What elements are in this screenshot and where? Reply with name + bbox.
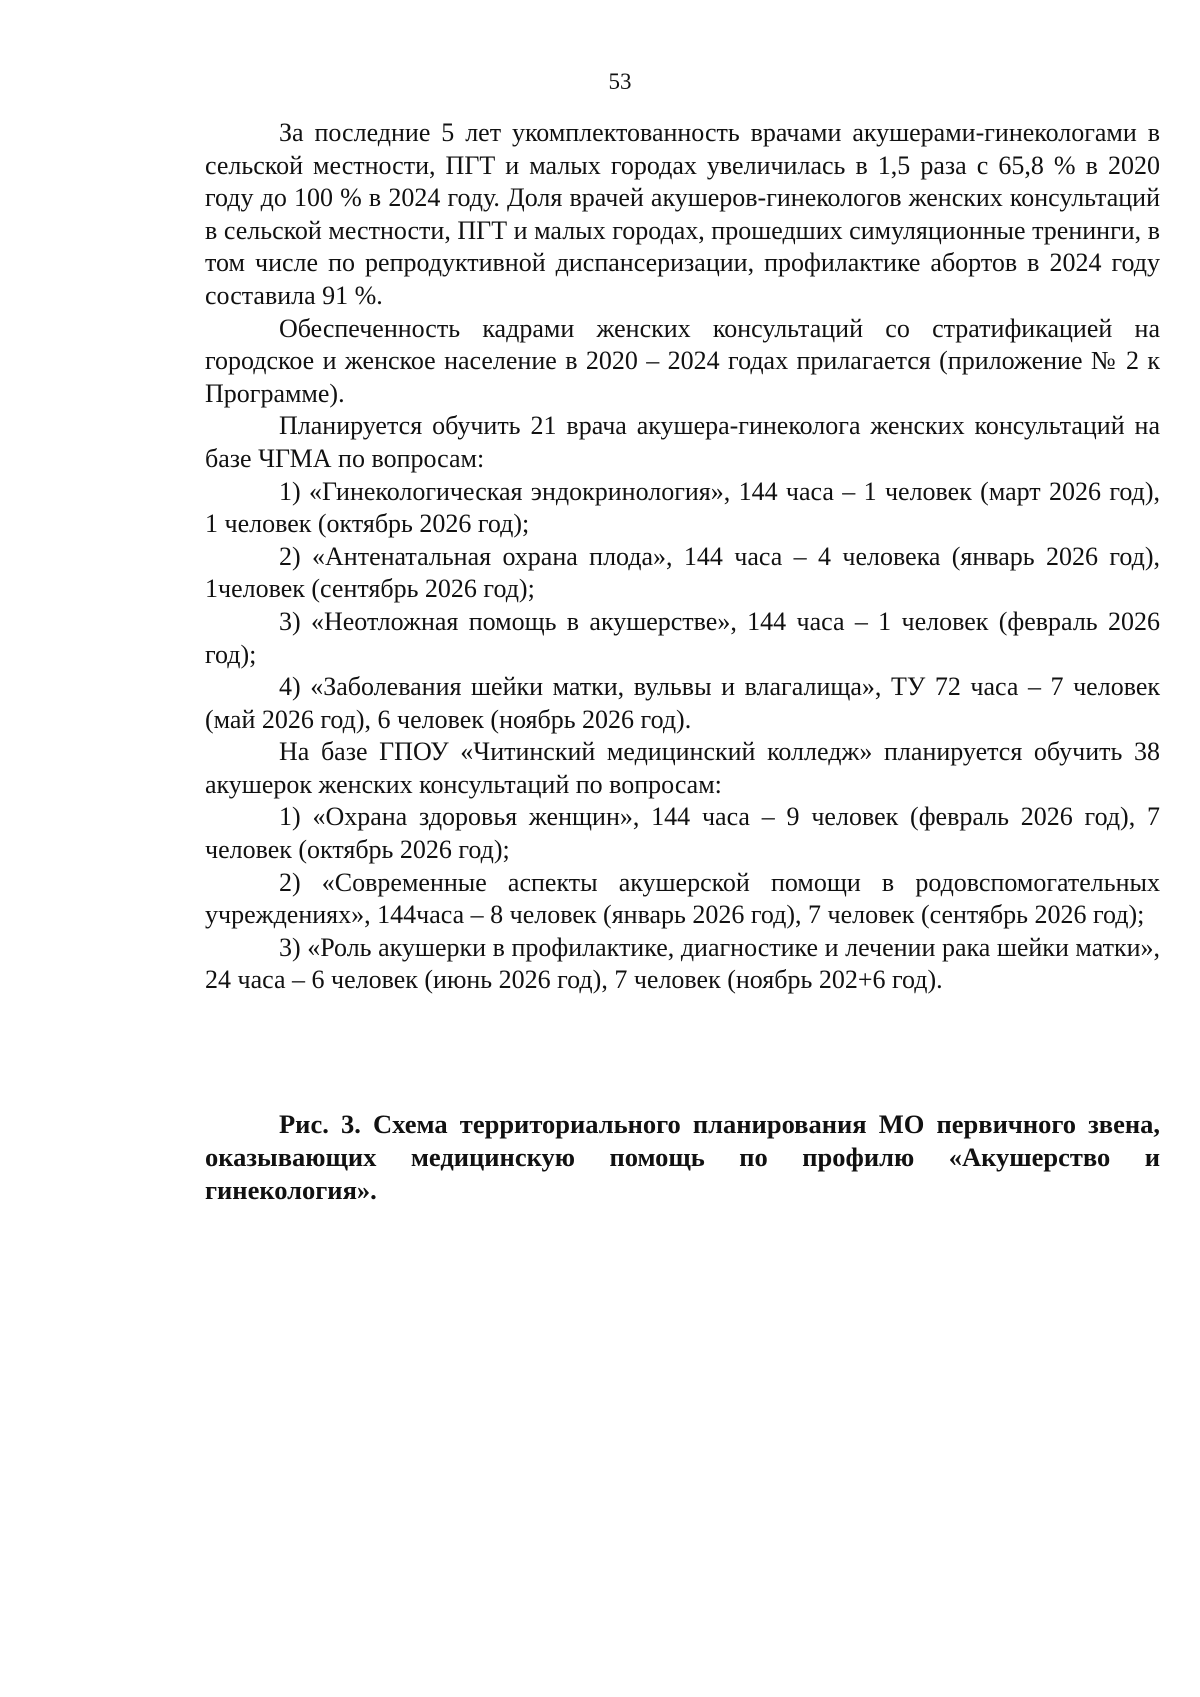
figure-caption-text: Рис. 3. Схема территориального планирования МО первичного звена, оказывающих медицинскую помощь по профилю «Акушерство и гинекология». <box>205 1109 1160 1205</box>
list-item-midwife-course-2: 2) «Современные аспекты акушерской помощи в родовспомогательных учреждениях», 144часа – 8 человек (январь 2026 год), 7 человек (сентябрь 2026 год); <box>205 867 1160 930</box>
page-number: 53 <box>608 69 632 94</box>
list-item-doctor-course-3: 3) «Неотложная помощь в акушерстве», 144 часа – 1 человек (февраль 2026 год); <box>205 606 1160 669</box>
body-text <box>205 117 1160 997</box>
list-item-doctor-course-1: 1) «Гинекологическая эндокринология», 144 часа – 1 человек (март 2026 год), 1 человек (октябрь 2026 год); <box>205 476 1160 539</box>
paragraph-midwife-training-plan: На базе ГПОУ «Читинский медицинский колледж» планируется обучить 38 акушерок женских консультаций по вопросам: <box>205 737 1160 799</box>
paragraph-doctor-training-plan: Планируется обучить 21 врача акушера-гинеколога женских консультаций на базе ЧГМА по вопросам: <box>205 411 1160 473</box>
list-item-midwife-course-1: 1) «Охрана здоровья женщин», 144 часа – 9 человек (февраль 2026 год), 7 человек (октябрь 2026 год); <box>205 802 1160 865</box>
figure-caption <box>205 1108 1160 1207</box>
paragraph-staffing-growth: За последние 5 лет укомплектованность врачами акушерами-гинекологами в сельской местности, ПГТ и малых городах увеличилась в 1,5 раза с 65,8 % в 2020 году до 100 % в 2024 году. Доля врачей акушеров-гинекологов женских консультаций в сельской местности, ПГТ и малых городах, прошедших симуляционные тренинги, в том числе по репродуктивной диспансеризации, профилактике абортов в 2024 году составила 91 %. <box>205 118 1160 310</box>
paragraph-staffing-appendix: Обеспеченность кадрами женских консультаций со стратификацией на городское и женское население в 2020 – 2024 годах прилагается (приложение № 2 к Программе). <box>205 313 1160 408</box>
list-item-doctor-course-4: 4) «Заболевания шейки матки, вульвы и влагалища», ТУ 72 часа – 7 человек (май 2026 год), 6 человек (ноябрь 2026 год). <box>205 672 1160 734</box>
list-item-doctor-course-2: 2) «Антенатальная охрана плода», 144 часа – 4 человека (январь 2026 год), 1человек (сентябрь 2026 год); <box>205 541 1160 604</box>
list-item-midwife-course-3: 3) «Роль акушерки в профилактике, диагностике и лечении рака шейки матки», 24 часа – 6 человек (июнь 2026 год), 7 человек (ноябрь 202+6 год). <box>205 932 1160 995</box>
